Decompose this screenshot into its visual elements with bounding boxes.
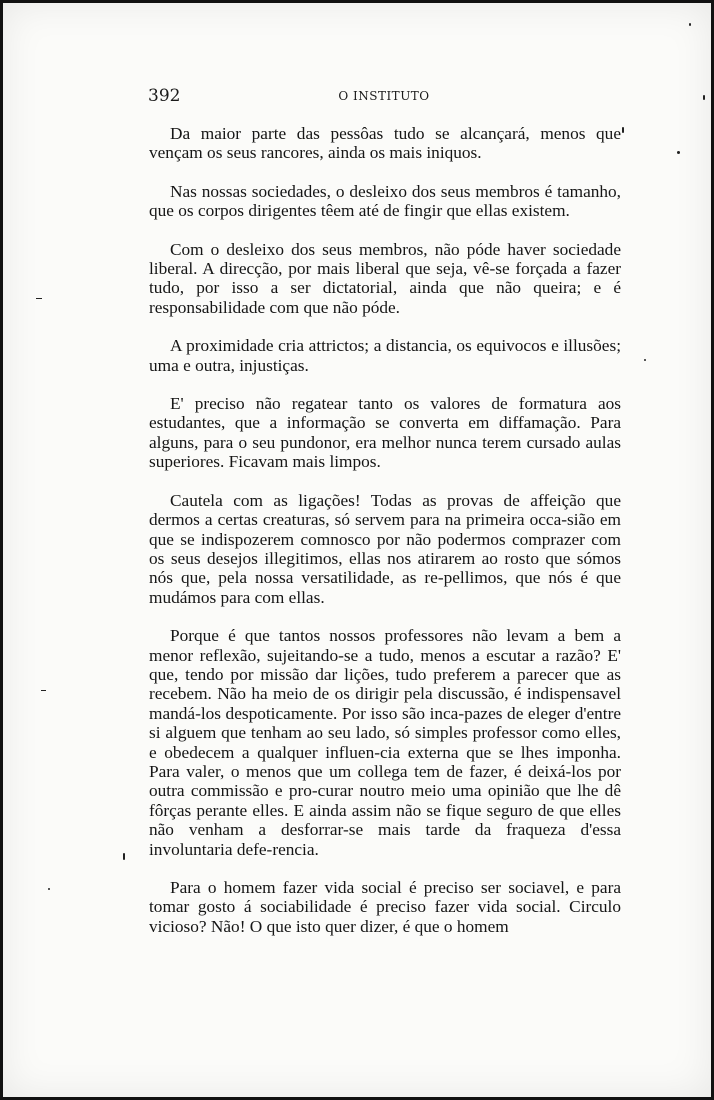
paragraph: Cautela com as ligações! Todas as provas de affeição que dermos a certas creaturas, só servem para na primeira occa-sião em que se indispozerem comnosco por não podermos comprazer com os seus desejos illegitimos, ellas nos atirarem ao rosto que sómos nós que, pela nossa versatilidade, as re-pellimos, que nós é que mudámos para com ellas. <box>149 490 621 607</box>
scan-speck <box>644 359 646 361</box>
paragraph: Nas nossas sociedades, o desleixo dos seus membros é tamanho, que os corpos dirigentes têem até de fingir que ellas existem. <box>149 181 621 221</box>
paragraph: Com o desleixo dos seus membros, não póde haver sociedade liberal. A direcção, por mais liberal que seja, vê-se forçada a fazer tudo, por isso a ser dictatorial, ainda que não queira; e é responsabilidade com que não póde. <box>149 239 621 317</box>
paragraph: A proximidade cria attrictos; a distancia, os equivocos e illusões; uma e outra, injustiças. <box>149 336 621 375</box>
paragraph: E' preciso não regatear tanto os valores de formatura aos estudantes, que a informação se converta em diffamação. Para alguns, para o seu pundonor, era melhor nunca terem cursado aulas superiores. Ficavam mais limpos. <box>149 394 621 472</box>
scan-speck <box>689 23 691 26</box>
scan-speck <box>36 298 42 299</box>
page-header <box>148 86 620 110</box>
scan-speck <box>622 127 624 133</box>
scan-speck <box>677 151 680 154</box>
paragraph: Da maior parte das pessôas tudo se alcançará, menos que vençam os seus rancores, ainda os mais iniquos. <box>149 124 621 163</box>
paragraph: Para o homem fazer vida social é preciso ser sociavel, e para tomar gosto á sociabilidade é preciso fazer vida social. Circulo vicioso? Não! O que isto quer dizer, é que o homem <box>149 878 621 936</box>
running-title: O INSTITUTO <box>338 89 430 103</box>
body-text <box>149 124 621 936</box>
book-page <box>3 3 711 1097</box>
scan-speck <box>48 888 50 890</box>
scan-speck <box>123 853 125 860</box>
scan-speck <box>41 690 46 691</box>
scan-speck <box>703 95 705 100</box>
paragraph: Porque é que tantos nossos professores não levam a bem a menor reflexão, sujeitando-se a tudo, menos a escutar a razão? E' que, tendo por missão dar lições, tudo preferem a parecer que as recebem. Não ha meio de os dirigir pela discussão, é indispensavel mandá-los despoticamente. Por isso são inca-pazes de eleger d'entre si alguem que tenham ao seu lado, só simples professor como elles, e obedecem a qualquer influen-cia externa que se lhes imponha. Para valer, o menos que um collega tem de fazer, é deixá-los por outra commissão e pro-curar noutro meio uma opinião que lhe dê fôrças perante elles. E ainda assim não se fique seguro de que elles não venham a desforrar-se mais tarde da fraqueza d'essa involuntaria defe-rencia. <box>149 626 621 859</box>
page-number: 392 <box>148 86 181 106</box>
